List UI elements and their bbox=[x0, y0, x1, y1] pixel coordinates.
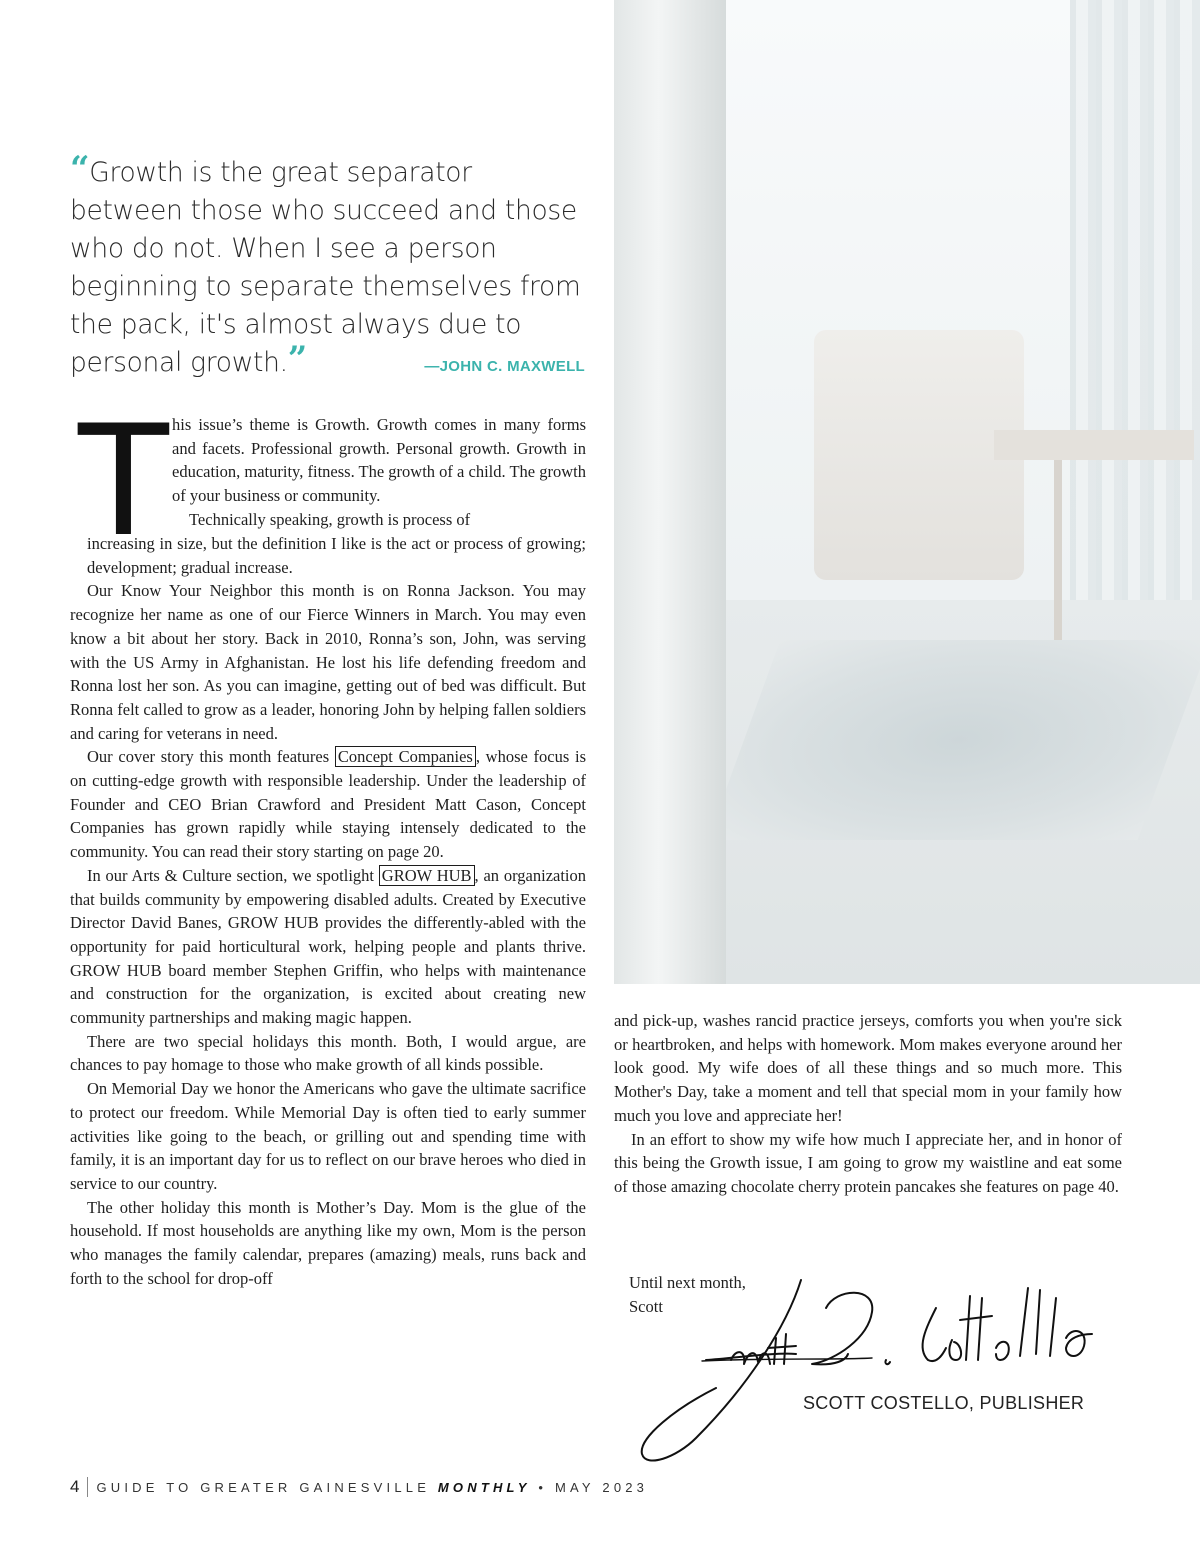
arts-text-pre: In our Arts & Culture section, we spotlight bbox=[87, 865, 379, 885]
letter-column-right bbox=[614, 1009, 1122, 1199]
page-footer bbox=[70, 1477, 648, 1497]
cover-text-pre: Our cover story this month features bbox=[87, 747, 335, 767]
page-number: 4 bbox=[70, 1477, 80, 1496]
pull-quote-attribution: —JOHN C. MAXWELL bbox=[424, 358, 585, 375]
close-quote-mark: ” bbox=[287, 339, 308, 379]
memorial-paragraph: On Memorial Day we honor the Americans who gave the ultimate sacrifice to protect our freedom. While Memorial Day is often tied to early summer activities like going to the beach, or grilling out and spending time with family, it is an important day for us to reflect on our brave heroes who died in service to our country. bbox=[70, 1079, 586, 1193]
mothers-paragraph-continued: and pick-up, washes rancid practice jerseys, comforts you when you're sick or heartbroken, and helps with homework. Mom makes everyone around her look good. My wife does of all these things and so much more. This Mother's Day, take a moment and tell that special mom in your family how much you love and appreciate her! bbox=[614, 1011, 1122, 1125]
grow-hub-link[interactable]: GROW HUB bbox=[379, 865, 475, 886]
photo-rug bbox=[708, 640, 1200, 840]
handwritten-signature bbox=[636, 1268, 1136, 1468]
arts-text-post: , an organization that builds community by empowering disabled adults. Created by Executive Director David Banes, GROW HUB provides the differently-abled with the opportunity for paid horticultural work, helping people and plants thrive. GROW HUB board member Stephen Griffin, who helps with maintenance and construction for the organization, is excited about creating new community partnerships and making magic happen. bbox=[70, 865, 587, 1028]
pull-quote bbox=[70, 149, 590, 382]
pancakes-paragraph: In an effort to show my wife how much I appreciate her, and in honor of this being the Growth issue, I am going to grow my waistline and eat some of those amazing chocolate cherry protein pancakes she features on page 40. bbox=[614, 1129, 1122, 1196]
concept-companies-link[interactable]: Concept Companies bbox=[335, 746, 476, 767]
photo-chair bbox=[814, 330, 1024, 580]
open-quote-mark: “ bbox=[70, 149, 90, 189]
photo-desk bbox=[994, 430, 1194, 460]
arts-paragraph bbox=[70, 864, 586, 1030]
cover-text-post: , whose focus is on cutting-edge growth with responsible leadership. Under the leadership of Founder and CEO Brian Crawford and President Matt Cason, Concept Companies has grown rapidly while staying intensely dedicated to the community. You can read their story starting on page 20. bbox=[70, 747, 587, 862]
neighbor-paragraph: Our Know Your Neighbor this month is on Ronna Jackson. You may recognize her name as one of our Fierce Winners in March. You may even know a bit about her story. Back in 2010, Ronna’s son, John, was serving with the US Army in Afghanistan. He lost his life defending freedom and Ronna lost her son. As you can imagine, getting out of bed was difficult. But Ronna felt called to grow as a leader, honoring John by helping fallen soldiers and caring for veterans in need. bbox=[70, 581, 586, 743]
publication-name: GUIDE TO GREATER GAINESVILLE bbox=[96, 1480, 431, 1495]
closing-name: Scott bbox=[629, 1296, 663, 1316]
mothers-paragraph: The other holiday this month is Mother’s Day. Mom is the glue of the household. If most households are anything like my own, Mom is the person who manages the family calendar, prepares (amazing) meals, runs back and forth to the school for drop-off bbox=[70, 1197, 586, 1288]
cover-paragraph bbox=[70, 745, 586, 864]
photo-doorframe bbox=[614, 0, 726, 984]
publisher-name: SCOTT COSTELLO, PUBLISHER bbox=[803, 1393, 1085, 1413]
definition-paragraph-start: Technically speaking, growth is process of bbox=[189, 509, 471, 529]
closing-line: Until next month, bbox=[629, 1273, 746, 1292]
intro-paragraph: his issue’s theme is Growth. Growth comes in many forms and facets. Professional growth. Personal growth. Growth in education, maturity, fitness. The growth of a child. The growth of your business or community. bbox=[172, 415, 586, 506]
photo-desk-leg bbox=[1054, 460, 1062, 640]
definition-paragraph bbox=[70, 532, 586, 579]
holidays-paragraph: There are two special holidays this month. Both, I would argue, are chances to pay homage to those who make growth of all kinds possible. bbox=[70, 1031, 586, 1075]
drop-cap: T bbox=[74, 388, 173, 569]
pull-quote-text: Growth is the great separator between those who succeed and those who do not. When I see a person beginning to separate themselves from the pack, it's almost always due to personal growth. bbox=[70, 157, 581, 378]
footer-bullet: • bbox=[538, 1480, 548, 1495]
letter-intro bbox=[172, 413, 586, 532]
publisher-photo bbox=[614, 0, 1200, 984]
issue-date: MAY 2023 bbox=[555, 1480, 649, 1495]
letter-column-left bbox=[70, 532, 586, 1291]
footer-divider bbox=[87, 1477, 88, 1497]
magazine-name: MONTHLY bbox=[437, 1480, 531, 1495]
definition-text: increasing in size, but the definition I like is the act or process of growing; development; gradual increase. bbox=[87, 534, 586, 577]
